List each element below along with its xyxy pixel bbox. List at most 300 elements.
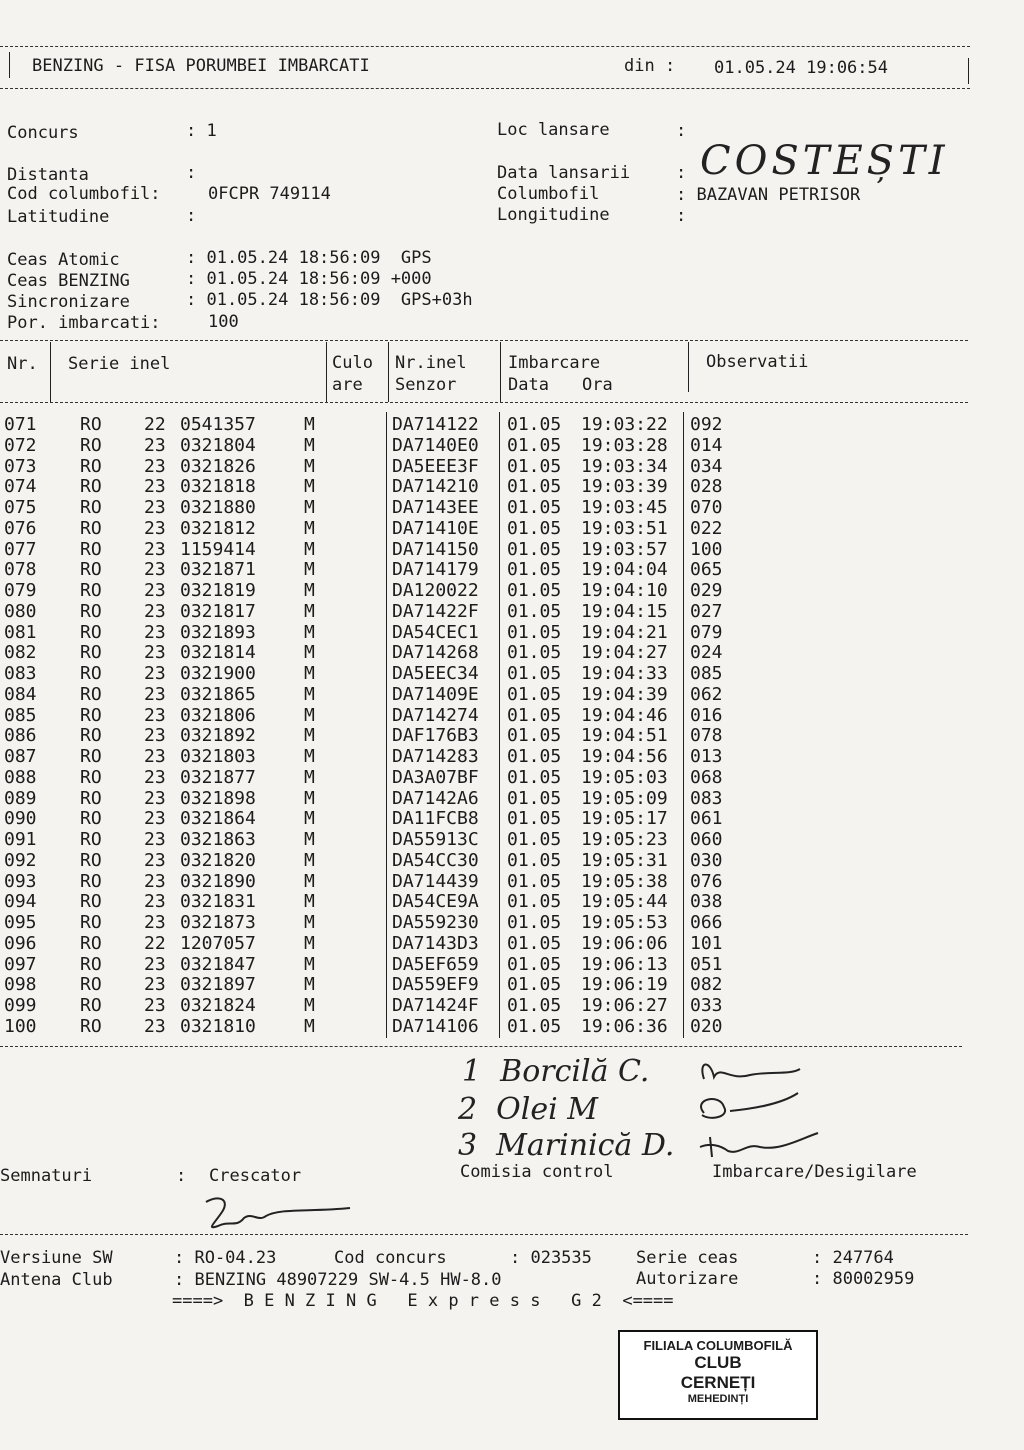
col-ora-header: Ora	[582, 375, 613, 395]
row-time: 19:06:27	[581, 995, 668, 1016]
row-time: 19:03:34	[581, 455, 668, 477]
row-ring-country: RO	[80, 580, 102, 601]
row-nr: 092	[4, 849, 37, 871]
row-ring-country: RO	[80, 870, 102, 892]
row-ring-number: 0321831	[180, 891, 256, 913]
ceas-atomic-value: : 01.05.24 18:56:09 GPS	[186, 248, 432, 268]
row-ring-number: 0321880	[180, 497, 256, 518]
row-sex: M	[304, 455, 315, 477]
row-sensor: DA7140E0	[392, 434, 479, 456]
imbarcare-desigilare-label: Imbarcare/Desigilare	[712, 1162, 917, 1182]
row-observation: 030	[690, 849, 723, 871]
distanta-sep: :	[186, 163, 197, 183]
row-ring-country: RO	[80, 414, 102, 435]
row-sex: M	[304, 870, 315, 892]
crescator-signature	[200, 1192, 360, 1240]
row-sensor: DA714179	[392, 559, 479, 581]
row-ring-year: 23	[144, 974, 166, 996]
ceas-atomic-label: Ceas Atomic	[7, 250, 120, 270]
columbofil-label: Columbofil	[497, 184, 600, 204]
footer-top-rule	[0, 1234, 968, 1235]
row-observation: 085	[690, 663, 723, 684]
table-row	[0, 954, 1024, 975]
row-nr: 071	[4, 414, 37, 435]
data-lansarii-label: Data lansarii	[497, 163, 631, 183]
cod-concurs-value: : 023535	[510, 1248, 592, 1268]
row-observation: 100	[690, 538, 723, 560]
col-separator-senzor-head	[388, 342, 389, 402]
row-nr: 077	[4, 538, 37, 560]
table-bottom-rule	[0, 1046, 962, 1047]
row-ring-year: 23	[144, 476, 166, 498]
row-date: 01.05	[507, 725, 562, 747]
autorizare-label: Autorizare	[636, 1269, 739, 1289]
row-nr: 099	[4, 995, 37, 1016]
row-ring-year: 23	[144, 600, 166, 622]
row-sensor: DA714210	[392, 476, 479, 498]
crescator-label: Crescator	[209, 1166, 302, 1186]
row-ring-number: 0321898	[180, 787, 256, 809]
row-observation: 016	[690, 704, 723, 726]
row-ring-year: 23	[144, 891, 166, 913]
row-nr: 090	[4, 808, 37, 830]
row-time: 19:06:13	[581, 953, 668, 975]
row-sex: M	[304, 932, 315, 954]
row-time: 19:05:38	[581, 870, 668, 892]
row-ring-country: RO	[80, 538, 102, 560]
row-time: 19:03:45	[581, 497, 668, 518]
row-nr: 086	[4, 725, 37, 747]
row-sex: M	[304, 683, 315, 705]
row-ring-number: 0321900	[180, 663, 256, 684]
row-observation: 038	[690, 891, 723, 913]
row-time: 19:05:03	[581, 766, 668, 788]
col-separator-nr	[50, 342, 51, 402]
row-nr: 084	[4, 683, 37, 705]
row-ring-country: RO	[80, 476, 102, 498]
longitudine-sep: :	[676, 206, 687, 226]
row-date: 01.05	[507, 580, 562, 601]
row-observation: 020	[690, 1015, 723, 1037]
row-nr: 081	[4, 621, 37, 643]
longitudine-label: Longitudine	[497, 205, 610, 225]
table-row	[0, 995, 1024, 1016]
row-observation: 034	[690, 455, 723, 477]
row-time: 19:04:04	[581, 559, 668, 581]
row-ring-country: RO	[80, 808, 102, 830]
col-data-header: Data	[508, 375, 549, 395]
row-ring-year: 23	[144, 663, 166, 684]
row-sex: M	[304, 621, 315, 643]
col-nr-header: Nr.	[7, 354, 38, 374]
row-time: 19:03:57	[581, 538, 668, 560]
row-ring-number: 0321863	[180, 829, 256, 850]
row-observation: 082	[690, 974, 723, 996]
semnaturi-sep: :	[176, 1166, 187, 1186]
versiune-sw-value: : RO-04.23	[174, 1248, 277, 1268]
row-sensor: DA559230	[392, 912, 479, 933]
row-date: 01.05	[507, 974, 562, 996]
row-ring-country: RO	[80, 725, 102, 747]
row-ring-number: 0321806	[180, 704, 256, 726]
table-row	[0, 642, 1024, 663]
row-ring-number: 0321814	[180, 642, 256, 664]
row-ring-number: 0321892	[180, 725, 256, 747]
cod-columbofil-label: Cod columbofil:	[7, 184, 161, 204]
row-sensor: DA11FCB8	[392, 808, 479, 830]
row-ring-number: 0321804	[180, 434, 256, 456]
row-ring-year: 23	[144, 434, 166, 456]
table-row	[0, 850, 1024, 871]
commission-signatures	[690, 1055, 830, 1165]
row-ring-year: 23	[144, 808, 166, 830]
comisia-control-label: Comisia control	[460, 1162, 614, 1182]
row-sex: M	[304, 746, 315, 767]
row-nr: 089	[4, 787, 37, 809]
row-observation: 014	[690, 434, 723, 456]
row-observation: 101	[690, 932, 723, 954]
table-row	[0, 725, 1024, 746]
row-date: 01.05	[507, 849, 562, 871]
row-time: 19:05:23	[581, 829, 668, 850]
row-sex: M	[304, 912, 315, 933]
row-ring-number: 0321810	[180, 1015, 256, 1037]
row-observation: 024	[690, 642, 723, 664]
col-imbarcare-header: Imbarcare	[508, 353, 601, 373]
row-date: 01.05	[507, 932, 562, 954]
row-time: 19:05:44	[581, 891, 668, 913]
row-nr: 076	[4, 517, 37, 539]
loc-lansare-sep: :	[676, 121, 687, 141]
row-ring-year: 23	[144, 766, 166, 788]
row-ring-country: RO	[80, 974, 102, 996]
row-ring-year: 23	[144, 746, 166, 767]
row-date: 01.05	[507, 642, 562, 664]
table-row	[0, 933, 1024, 954]
row-ring-year: 22	[144, 414, 166, 435]
row-observation: 065	[690, 559, 723, 581]
row-date: 01.05	[507, 663, 562, 684]
benzing-express-banner: ====> B E N Z I N G E x p r e s s G 2 <====	[172, 1291, 674, 1311]
row-observation: 092	[690, 414, 723, 435]
col-separator-culoare	[326, 342, 327, 402]
row-observation: 027	[690, 600, 723, 622]
row-sex: M	[304, 600, 315, 622]
serie-ceas-label: Serie ceas	[636, 1248, 739, 1268]
row-observation: 078	[690, 725, 723, 747]
latitudine-label: Latitudine	[7, 207, 110, 227]
table-row	[0, 829, 1024, 850]
row-sex: M	[304, 434, 315, 456]
row-ring-country: RO	[80, 932, 102, 954]
row-ring-number: 0321864	[180, 808, 256, 830]
row-nr: 091	[4, 829, 37, 850]
row-date: 01.05	[507, 621, 562, 643]
table-row	[0, 912, 1024, 933]
row-sex: M	[304, 974, 315, 996]
row-nr: 100	[4, 1015, 37, 1037]
commission-member-3: 3 Marinică D.	[458, 1128, 675, 1163]
col-separator-imbarcare-head	[500, 342, 501, 402]
stamp-line-2: CLUB	[694, 1353, 742, 1372]
row-ring-number: 0321820	[180, 849, 256, 871]
row-sex: M	[304, 517, 315, 539]
row-nr: 093	[4, 870, 37, 892]
row-sensor: DA714268	[392, 642, 479, 664]
table-row	[0, 808, 1024, 829]
row-sensor: DA5EF659	[392, 953, 479, 975]
row-ring-year: 23	[144, 829, 166, 850]
row-observation: 028	[690, 476, 723, 498]
row-date: 01.05	[507, 953, 562, 975]
row-observation: 022	[690, 517, 723, 539]
row-ring-country: RO	[80, 787, 102, 809]
antena-club-label: Antena Club	[0, 1270, 113, 1290]
table-row	[0, 601, 1024, 622]
row-date: 01.05	[507, 808, 562, 830]
row-sensor: DA559EF9	[392, 974, 479, 996]
row-time: 19:05:53	[581, 912, 668, 933]
table-row	[0, 435, 1024, 456]
latitudine-sep: :	[186, 206, 197, 226]
row-time: 19:05:17	[581, 808, 668, 830]
stamp-line-4: MEHEDINȚI	[687, 1393, 749, 1405]
row-ring-country: RO	[80, 829, 102, 850]
row-sex: M	[304, 995, 315, 1016]
table-row	[0, 746, 1024, 767]
row-ring-country: RO	[80, 559, 102, 581]
row-sex: M	[304, 953, 315, 975]
row-sensor: DA71424F	[392, 995, 479, 1016]
row-observation: 066	[690, 912, 723, 933]
row-ring-year: 23	[144, 995, 166, 1016]
row-sex: M	[304, 1015, 315, 1037]
row-ring-number: 0321865	[180, 683, 256, 705]
row-sensor: DA54CE9A	[392, 891, 479, 913]
row-ring-year: 23	[144, 455, 166, 477]
row-time: 19:05:31	[581, 849, 668, 871]
table-row	[0, 539, 1024, 560]
row-ring-country: RO	[80, 849, 102, 871]
table-top-rule	[0, 340, 968, 341]
row-sensor: DA71422F	[392, 600, 479, 622]
row-time: 19:04:51	[581, 725, 668, 747]
row-date: 01.05	[507, 517, 562, 539]
row-observation: 029	[690, 580, 723, 601]
row-sensor: DA714106	[392, 1015, 479, 1037]
versiune-sw-label: Versiune SW	[0, 1248, 113, 1268]
row-ring-country: RO	[80, 621, 102, 643]
row-sex: M	[304, 497, 315, 518]
row-sensor: DA54CC30	[392, 849, 479, 871]
row-time: 19:05:09	[581, 787, 668, 809]
row-ring-country: RO	[80, 746, 102, 767]
stamp-line-3: CERNEȚI	[680, 1373, 756, 1392]
table-row	[0, 559, 1024, 580]
row-sensor: DA5EEC34	[392, 663, 479, 684]
row-sensor: DA714150	[392, 538, 479, 560]
table-row	[0, 456, 1024, 477]
sincronizare-label: Sincronizare	[7, 292, 130, 312]
row-date: 01.05	[507, 683, 562, 705]
row-sensor: DA3A07BF	[392, 766, 479, 788]
row-sex: M	[304, 580, 315, 601]
print-timestamp: 01.05.24 19:06:54	[714, 58, 888, 78]
row-sex: M	[304, 829, 315, 850]
row-sensor: DA714122	[392, 414, 479, 435]
row-observation: 079	[690, 621, 723, 643]
row-nr: 085	[4, 704, 37, 726]
col-serie-header: Serie inel	[68, 354, 171, 374]
row-date: 01.05	[507, 434, 562, 456]
autorizare-value: : 80002959	[812, 1269, 915, 1289]
row-nr: 078	[4, 559, 37, 581]
row-ring-country: RO	[80, 953, 102, 975]
row-sensor: DAF176B3	[392, 725, 479, 747]
cod-concurs-label: Cod concurs	[334, 1248, 447, 1268]
row-time: 19:06:36	[581, 1015, 668, 1037]
row-observation: 033	[690, 995, 723, 1016]
row-date: 01.05	[507, 1015, 562, 1037]
row-ring-year: 23	[144, 683, 166, 705]
table-row	[0, 891, 1024, 912]
row-date: 01.05	[507, 829, 562, 850]
cod-columbofil-value: 0FCPR 749114	[208, 184, 331, 204]
row-nr: 088	[4, 766, 37, 788]
row-time: 19:03:39	[581, 476, 668, 498]
row-nr: 083	[4, 663, 37, 684]
antena-club-value: : BENZING 48907229 SW-4.5 HW-8.0	[174, 1270, 502, 1290]
porumbei-imbarcati-value: 100	[208, 312, 239, 332]
row-ring-year: 23	[144, 538, 166, 560]
row-ring-year: 23	[144, 1015, 166, 1037]
row-date: 01.05	[507, 870, 562, 892]
row-ring-country: RO	[80, 704, 102, 726]
row-ring-year: 23	[144, 517, 166, 539]
row-time: 19:03:28	[581, 434, 668, 456]
row-time: 19:04:56	[581, 746, 668, 767]
row-date: 01.05	[507, 497, 562, 518]
table-row	[0, 622, 1024, 643]
row-ring-number: 0321817	[180, 600, 256, 622]
row-ring-year: 23	[144, 953, 166, 975]
table-row	[0, 871, 1024, 892]
ceas-benzing-label: Ceas BENZING	[7, 271, 130, 291]
row-ring-country: RO	[80, 517, 102, 539]
row-time: 19:04:33	[581, 663, 668, 684]
row-ring-year: 23	[144, 912, 166, 933]
row-time: 19:04:39	[581, 683, 668, 705]
col-observatii-header: Observatii	[706, 352, 809, 372]
row-date: 01.05	[507, 746, 562, 767]
table-row	[0, 476, 1024, 497]
header-left-border	[9, 52, 10, 78]
row-nr: 098	[4, 974, 37, 996]
row-ring-year: 23	[144, 580, 166, 601]
row-sex: M	[304, 787, 315, 809]
row-ring-country: RO	[80, 455, 102, 477]
table-row	[0, 414, 1024, 435]
row-observation: 083	[690, 787, 723, 809]
row-time: 19:04:15	[581, 600, 668, 622]
row-sensor: DA7143D3	[392, 932, 479, 954]
row-ring-number: 0321826	[180, 455, 256, 477]
col-culoare-header-2: are	[332, 375, 363, 395]
row-sex: M	[304, 414, 315, 435]
row-ring-number: 0321812	[180, 517, 256, 539]
col-culoare-header: Culo	[332, 353, 373, 373]
table-row	[0, 788, 1024, 809]
row-sex: M	[304, 704, 315, 726]
row-ring-country: RO	[80, 1015, 102, 1037]
row-sex: M	[304, 725, 315, 747]
row-ring-year: 23	[144, 870, 166, 892]
row-time: 19:03:22	[581, 414, 668, 435]
row-observation: 076	[690, 870, 723, 892]
row-date: 01.05	[507, 600, 562, 622]
row-sensor: DA7142A6	[392, 787, 479, 809]
semnaturi-label: Semnaturi	[0, 1166, 93, 1186]
row-sex: M	[304, 538, 315, 560]
row-sensor: DA120022	[392, 580, 479, 601]
row-observation: 070	[690, 497, 723, 518]
row-nr: 075	[4, 497, 37, 518]
row-sensor: DA71409E	[392, 683, 479, 705]
table-row	[0, 518, 1024, 539]
row-observation: 062	[690, 683, 723, 705]
row-ring-number: 0321871	[180, 559, 256, 581]
row-time: 19:04:10	[581, 580, 668, 601]
row-ring-country: RO	[80, 497, 102, 518]
row-date: 01.05	[507, 912, 562, 933]
ceas-benzing-value: : 01.05.24 18:56:09 +000	[186, 269, 432, 289]
row-date: 01.05	[507, 704, 562, 726]
table-row	[0, 767, 1024, 788]
concurs-value: : 1	[186, 121, 217, 141]
row-observation: 051	[690, 953, 723, 975]
header-right-border	[968, 58, 969, 84]
col-separator-obs-head	[688, 342, 689, 392]
row-ring-year: 22	[144, 932, 166, 954]
columbofil-value: : BAZAVAN PETRISOR	[676, 185, 861, 205]
data-lansarii-sep: :	[676, 163, 687, 183]
document-title: BENZING - FISA PORUMBEI IMBARCATI	[32, 56, 370, 76]
row-observation: 013	[690, 746, 723, 767]
loc-lansare-label: Loc lansare	[497, 120, 610, 140]
table-header-rule	[0, 402, 968, 403]
row-sensor: DA714274	[392, 704, 479, 726]
row-ring-year: 23	[144, 849, 166, 871]
row-nr: 097	[4, 953, 37, 975]
row-nr: 082	[4, 642, 37, 664]
row-ring-number: 0321803	[180, 746, 256, 767]
row-date: 01.05	[507, 787, 562, 809]
row-ring-number: 0321824	[180, 995, 256, 1016]
col-senzor-header: Senzor	[395, 375, 457, 395]
row-nr: 079	[4, 580, 37, 601]
row-ring-number: 0321893	[180, 621, 256, 643]
row-observation: 061	[690, 808, 723, 830]
table-row	[0, 580, 1024, 601]
row-ring-year: 23	[144, 559, 166, 581]
row-ring-year: 23	[144, 725, 166, 747]
row-ring-year: 23	[144, 787, 166, 809]
row-ring-number: 0321818	[180, 476, 256, 498]
row-date: 01.05	[507, 414, 562, 435]
commission-member-2: 2 Olei M	[458, 1092, 598, 1127]
table-row	[0, 705, 1024, 726]
row-ring-year: 23	[144, 621, 166, 643]
